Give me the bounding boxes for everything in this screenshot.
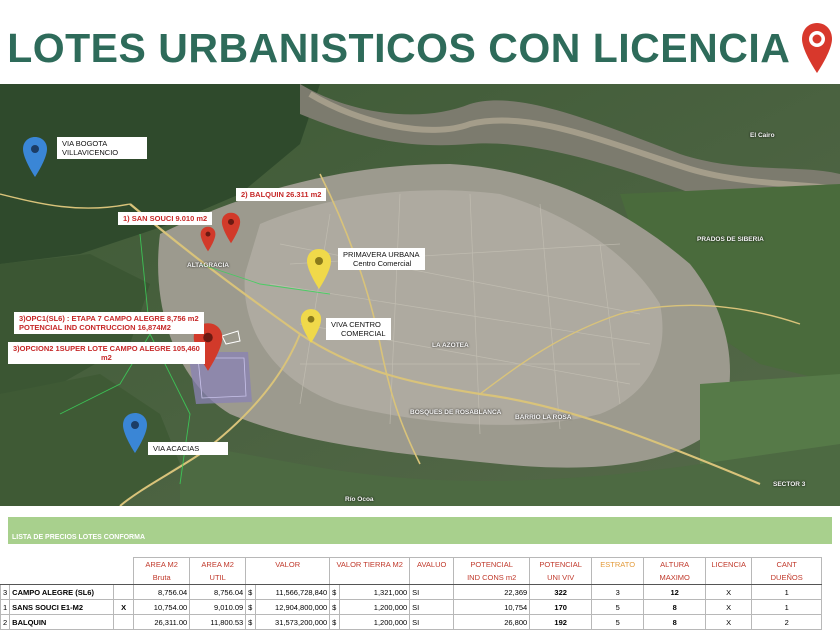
place-label: El Cairo [750, 132, 775, 139]
page-title: LOTES URBANISTICOS CON LICENCIA [7, 24, 791, 71]
duenos: 2 [752, 615, 822, 630]
primavera-title: PRIMAVERA URBANA [343, 250, 420, 259]
table-header-row [1, 571, 822, 585]
col-subheader [246, 571, 330, 585]
primavera-label [338, 248, 425, 270]
col-subheader [706, 571, 752, 585]
area-util: 11,800.53 [190, 615, 246, 630]
potencial-cons: 26,800 [454, 615, 530, 630]
opc2-line1: 3)OPCION2 1SUPER LOTE CAMPO ALEGRE 105,460 [13, 344, 200, 353]
table-row[interactable] [1, 615, 822, 630]
estrato: 5 [592, 600, 644, 615]
col-subheader: UTIL [190, 571, 246, 585]
col-header: VALOR [246, 558, 330, 572]
red-location-pin-icon[interactable] [200, 226, 216, 252]
viva-subtitle: COMERCIAL [341, 329, 386, 338]
col-header: ALTURA [644, 558, 706, 572]
blue-location-pin-icon[interactable] [22, 136, 48, 178]
yellow-location-pin-icon[interactable] [306, 248, 332, 290]
lot-name: SANS SOUCI E1-M2 [10, 600, 114, 615]
potencial-cons: 10,754 [454, 600, 530, 615]
san-souci-label: 1) SAN SOUCI 9.010 m2 [118, 212, 212, 225]
via-bogota-label: VIA BOGOTA VILLAVICENCIO [57, 137, 147, 159]
col-subheader: UNI VIV [530, 571, 592, 585]
col-header: AREA M2 [134, 558, 190, 572]
area-util: 9,010.09 [190, 600, 246, 615]
valor-tierra: 1,200,000 [340, 615, 410, 630]
balquin-label: 2) BALQUIN 26.311 m2 [236, 188, 326, 201]
altura: 12 [644, 585, 706, 600]
lot-name: BALQUIN [10, 615, 114, 630]
opc1-label [14, 312, 204, 334]
location-pin-icon [801, 22, 833, 74]
col-header: CANT [752, 558, 822, 572]
place-label: BARRIO LA ROSA [515, 414, 572, 421]
row-mark: X [114, 600, 134, 615]
potencial-cons: 22,369 [454, 585, 530, 600]
valor: 12,904,800,000 [256, 600, 330, 615]
col-subheader: DUEÑOS [752, 571, 822, 585]
duenos: 1 [752, 585, 822, 600]
row-mark [114, 585, 134, 600]
area-bruta: 8,756.04 [134, 585, 190, 600]
estrato: 5 [592, 615, 644, 630]
place-label: ALTAGRACIA [187, 262, 230, 269]
currency-symbol: $ [330, 600, 340, 615]
avaluo: SI [410, 585, 454, 600]
place-label: LA AZOTEA [432, 342, 469, 349]
opc1-line1: 3)OPC1(SL6) : ETAPA 7 CAMPO ALEGRE 8,756 m2 [19, 314, 199, 323]
potencial-viv: 322 [530, 585, 592, 600]
yellow-location-pin-icon[interactable] [300, 308, 322, 344]
viva-label [326, 318, 391, 340]
place-label: PRADOS DE SIBERIA [697, 236, 764, 243]
currency-symbol: $ [330, 585, 340, 600]
area-bruta: 10,754.00 [134, 600, 190, 615]
estrato: 3 [592, 585, 644, 600]
lot-name: CAMPO ALEGRE (SL6) [10, 585, 114, 600]
valor-tierra: 1,200,000 [340, 600, 410, 615]
avaluo: SI [410, 615, 454, 630]
altura: 8 [644, 615, 706, 630]
col-header: VALOR TIERRA M2 [330, 558, 410, 572]
row-number: 1 [1, 600, 10, 615]
row-mark [114, 615, 134, 630]
price-list-title: LISTA DE PRECIOS LOTES CONFORMA [12, 534, 146, 541]
duenos: 1 [752, 600, 822, 615]
potencial-viv: 170 [530, 600, 592, 615]
page-title-bar [0, 22, 840, 74]
col-subheader [410, 571, 454, 585]
opc1-line2: POTENCIAL IND CONTRUCCION 16,874M2 [19, 323, 171, 332]
currency-symbol: $ [246, 585, 256, 600]
col-subheader: MAXIMO [644, 571, 706, 585]
currency-symbol: $ [246, 600, 256, 615]
place-label: SECTOR 3 [773, 481, 806, 488]
area-util: 8,756.04 [190, 585, 246, 600]
currency-symbol: $ [246, 615, 256, 630]
price-table [0, 557, 822, 630]
place-label: Río Ocoa [345, 496, 374, 503]
col-header: LICENCIA [706, 558, 752, 572]
valor: 31,573,200,000 [256, 615, 330, 630]
col-subheader: Bruta [134, 571, 190, 585]
blue-location-pin-icon[interactable] [122, 412, 148, 454]
licencia: X [706, 585, 752, 600]
col-header: AREA M2 [190, 558, 246, 572]
viva-title: VIVA CENTRO [331, 320, 381, 329]
price-list-band [8, 517, 832, 544]
table-row[interactable] [1, 600, 822, 615]
row-number: 3 [1, 585, 10, 600]
valor: 11,566,728,840 [256, 585, 330, 600]
row-number: 2 [1, 615, 10, 630]
opc2-line2: m2 [101, 353, 112, 362]
valor-tierra: 1,321,000 [340, 585, 410, 600]
col-header: AVALUO [410, 558, 454, 572]
potencial-viv: 192 [530, 615, 592, 630]
col-header: POTENCIAL [454, 558, 530, 572]
satellite-map[interactable] [0, 84, 840, 506]
currency-symbol: $ [330, 615, 340, 630]
col-subheader [592, 571, 644, 585]
table-row[interactable] [1, 585, 822, 600]
avaluo: SI [410, 600, 454, 615]
col-header: POTENCIAL [530, 558, 592, 572]
area-bruta: 26,311.00 [134, 615, 190, 630]
via-acacias-label: VIA ACACIAS [148, 442, 228, 455]
col-subheader [330, 571, 410, 585]
col-subheader: IND CONS m2 [454, 571, 530, 585]
red-location-pin-icon[interactable] [221, 212, 241, 244]
altura: 8 [644, 600, 706, 615]
table-header-row [1, 558, 822, 572]
place-label: BOSQUES DE ROSABLANCA [410, 409, 502, 416]
licencia: X [706, 600, 752, 615]
opc2-label [8, 342, 205, 364]
licencia: X [706, 615, 752, 630]
col-header: ESTRATO [592, 558, 644, 572]
primavera-subtitle: Centro Comercial [353, 259, 412, 268]
